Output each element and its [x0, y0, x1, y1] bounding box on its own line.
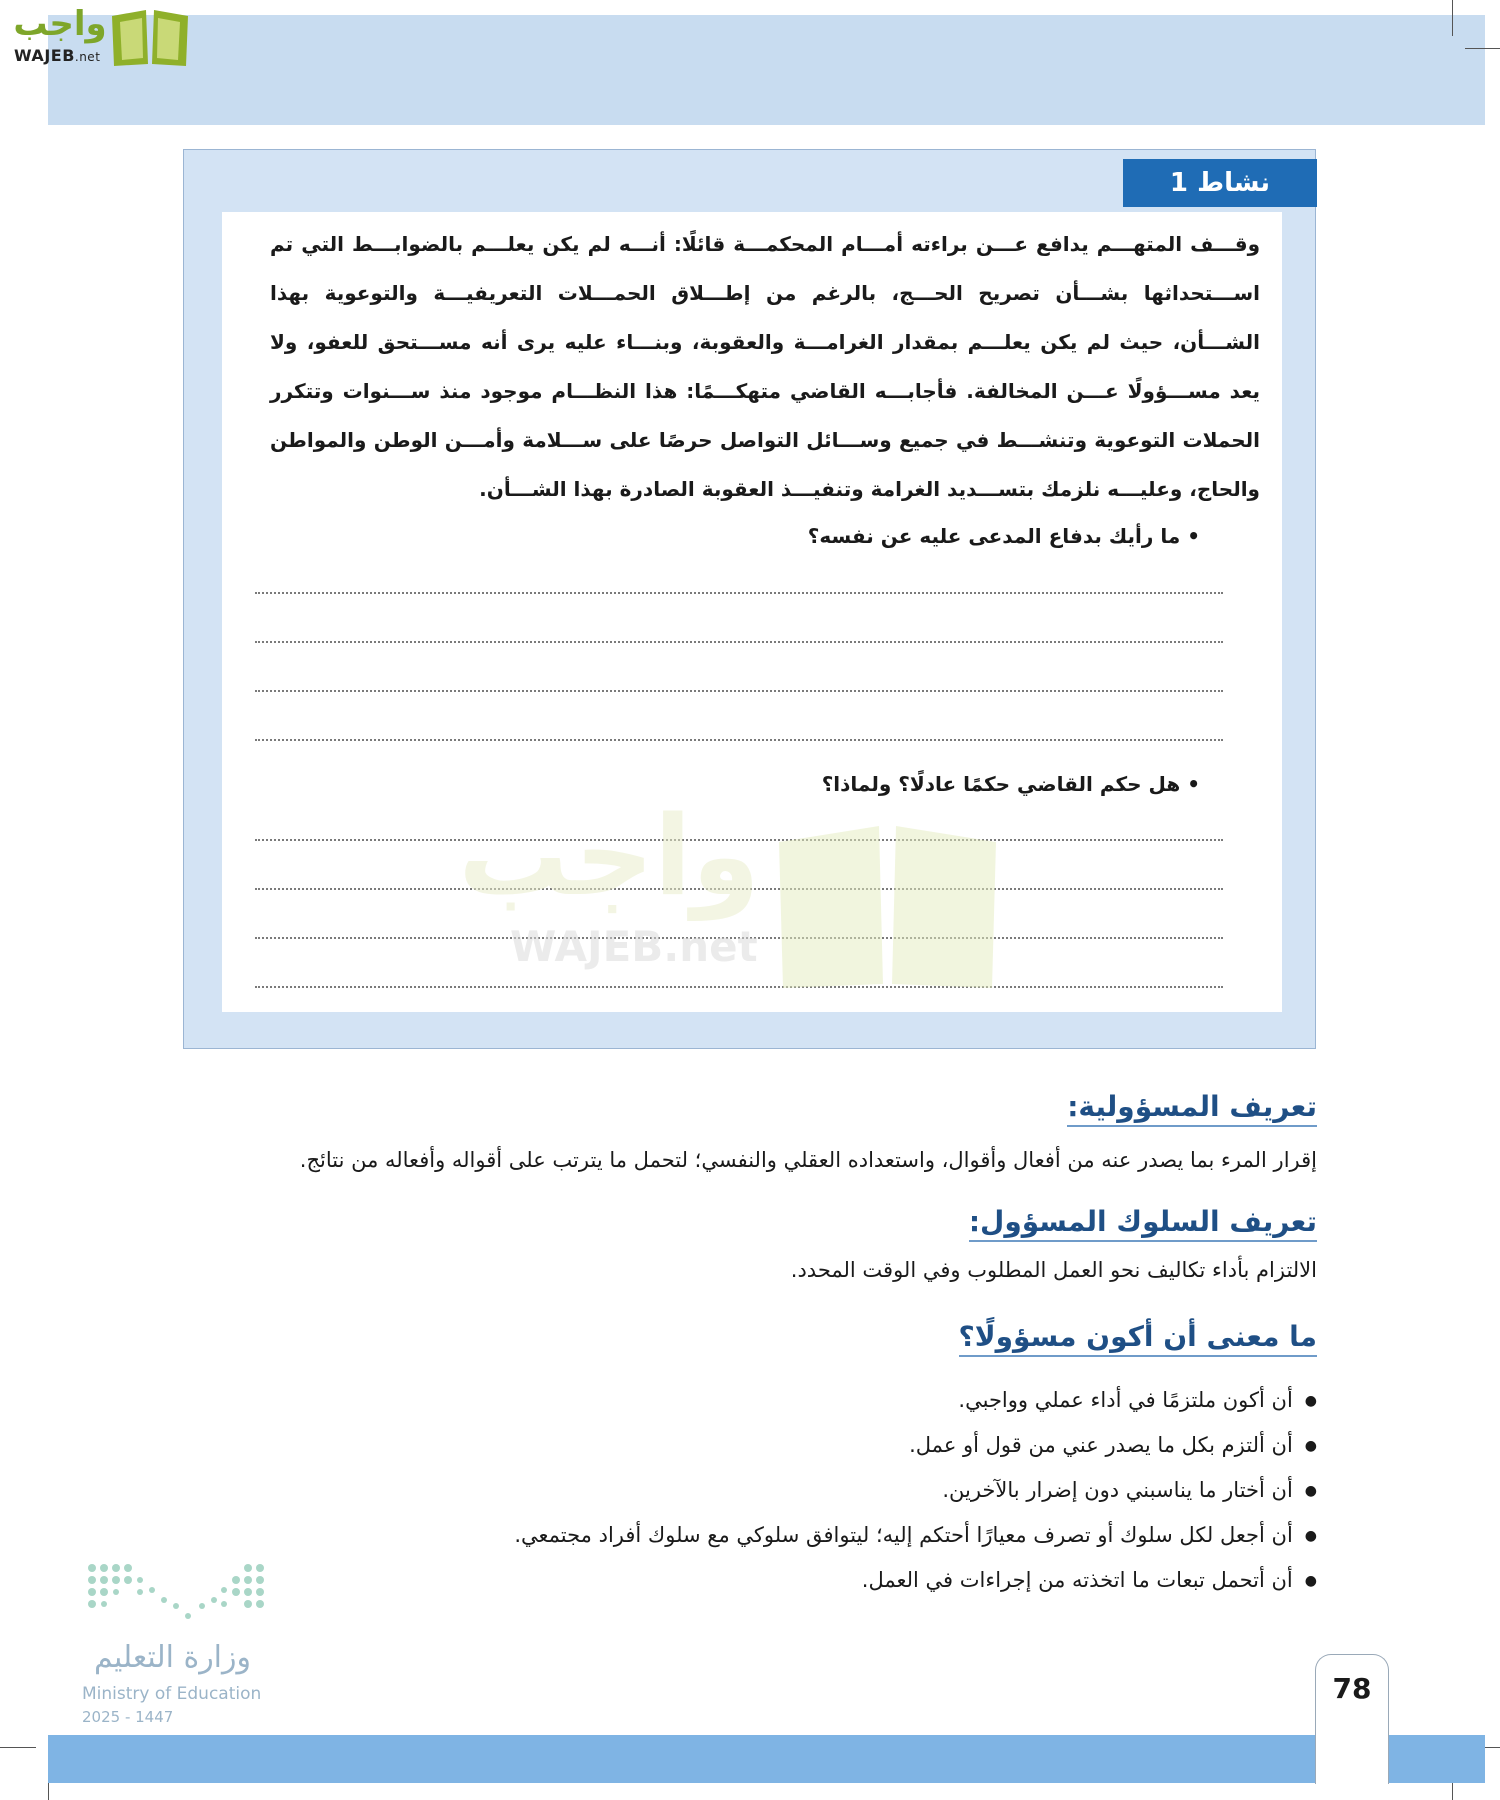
- ministry-year: 2025 - 1447: [82, 1708, 174, 1726]
- ministry-of-education-logo: [80, 1560, 300, 1730]
- question-1: • ما رأيك بدفاع المدعى عليه عن نفسه؟: [807, 524, 1200, 548]
- responsibility-definition-text: إقرار المرء بما يصدر عنه من أفعال وأقوال، واستعداده العقلي والنفسي؛ لتحمل ما يترتب على أقواله وأفعاله من نتائج.: [299, 1148, 1317, 1172]
- ministry-english-name: Ministry of Education: [82, 1684, 262, 1704]
- crop-mark: [1465, 48, 1500, 49]
- logo-arabic: واجب: [13, 4, 107, 44]
- list-item: ● أن أجعل لكل سلوك أو تصرف معيارًا أحتكم إليه؛ ليتوافق سلوكي مع سلوك أفراد مجتمعي.: [514, 1513, 1317, 1558]
- logo-latin: WAJEB.net: [14, 46, 101, 65]
- list-item: ● أن أختار ما يناسبني دون إضرار بالآخرين.: [514, 1468, 1317, 1513]
- answer-line[interactable]: [255, 690, 1223, 692]
- question-2: • هل حكم القاضي حكمًا عادلًا؟ ولماذا؟: [821, 772, 1200, 796]
- activity-paragraph: وقـــف المتهـــم يدافع عـــن براءته أمـــام المحكمـــة قائلًا: أنـــه لم يكن يعلـــم بالضوابـــط التي تم اســـتحداثها بشـــأن تصريح الحـــج، بالرغم من إطـــلاق الحمـــلات التعريفيـــة والتوعوية بهذا الشـــأن، حيث لم يكن يعلـــم بمقدار الغرامـــة والعقوبة، وبنـــاء عليه يرى أنه مســـتحق للعفو، ولا يعد مســـؤولًا عـــن المخالفة. فأجابـــه القاضي متهكـــمًا: هذا النظـــام موجود منذ ســـنوات وتتكرر الحملات التوعوية وتنشـــط في جميع وســـائل التواصل حرصًا على ســـلامة وأمـــن الوطن والمواطن والحاج، وعليـــه نلزمك بتســـديد الغرامة وتنفيـــذ العقوبة الصادرة بهذا الشـــأن.: [270, 232, 1260, 501]
- footer-band: [48, 1735, 1485, 1783]
- answer-line[interactable]: [255, 739, 1223, 741]
- wajeb-watermark: [458, 792, 1020, 990]
- watermark-latin: WAJEB.net: [510, 922, 758, 971]
- responsible-behavior-text: الالتزام بأداء تكاليف نحو العمل المطلوب وفي الوقت المحدد.: [790, 1258, 1317, 1282]
- wajeb-logo[interactable]: [6, 4, 191, 68]
- list-item: ● أن أكون ملتزمًا في أداء عملي وواجبي.: [514, 1378, 1317, 1423]
- watermark-arabic: واجب: [458, 792, 760, 920]
- header-band: [48, 15, 1485, 125]
- answer-line[interactable]: [255, 641, 1223, 643]
- watermark-book-icon: [775, 818, 1000, 988]
- crop-mark: [1452, 0, 1453, 36]
- meaning-list: [514, 1378, 1317, 1603]
- book-icon: [110, 6, 190, 68]
- list-item: ● أن ألتزم بكل ما يصدر عني من قول أو عمل.: [514, 1423, 1317, 1468]
- answer-line[interactable]: [255, 592, 1223, 594]
- ministry-arabic-name: وزارة التعليم: [93, 1640, 251, 1675]
- ministry-emblem-icon: [84, 1560, 274, 1630]
- page-number: 78: [1332, 1672, 1372, 1705]
- responsible-behavior-title: تعريف السلوك المسؤول:: [969, 1205, 1317, 1242]
- list-item: ● أن أتحمل تبعات ما اتخذته من إجراءات في العمل.: [514, 1558, 1317, 1603]
- meaning-title: ما معنى أن أكون مسؤولًا؟: [959, 1320, 1317, 1357]
- crop-mark: [0, 1747, 36, 1748]
- activity-tab: نشاط 1: [1123, 159, 1317, 207]
- responsibility-definition-title: تعريف المسؤولية:: [1067, 1090, 1317, 1127]
